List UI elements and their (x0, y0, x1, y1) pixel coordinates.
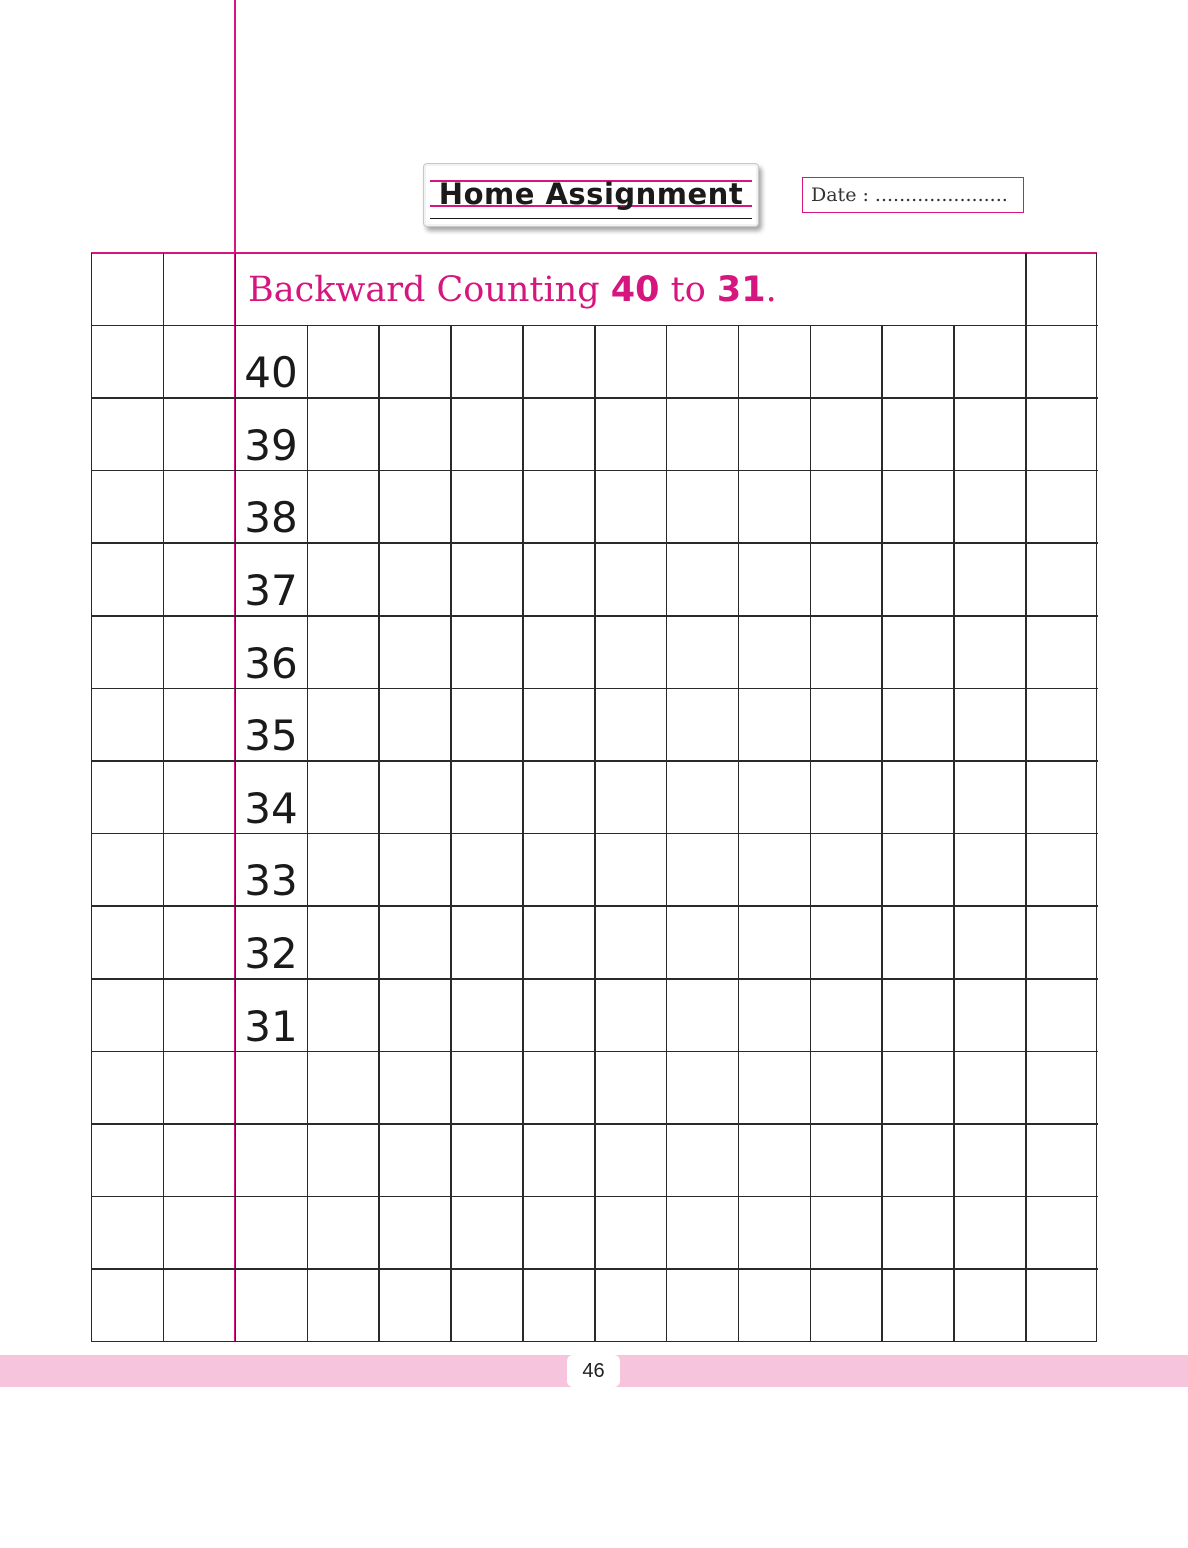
counting-number: 36 (244, 638, 298, 688)
counting-number: 37 (244, 566, 298, 615)
heading-text: Backward Counting (248, 270, 600, 310)
counting-number: 31 (244, 1001, 298, 1051)
heading-from-number: 40 (610, 270, 660, 310)
heading-period: . (765, 270, 777, 310)
grid-row-line (92, 1268, 1098, 1270)
counting-number: 40 (244, 348, 298, 398)
grid-column-line (163, 253, 165, 1342)
grid-column-line (1025, 253, 1027, 1342)
page-title: Home Assignment (438, 177, 744, 211)
heading-to-number: 31 (716, 270, 766, 310)
counting-number: 32 (244, 929, 298, 978)
counting-number: 34 (244, 783, 298, 833)
counting-number: 35 (244, 711, 298, 761)
grid-column-line (235, 253, 237, 1342)
exercise-heading (248, 262, 777, 318)
date-field[interactable]: Date : ...................... (802, 177, 1024, 213)
counting-number: 33 (244, 856, 298, 906)
grid-row-line (92, 325, 1098, 327)
grid-row-line (92, 1196, 1098, 1198)
heading-to-word: to (670, 270, 706, 310)
grid-row-line (92, 1123, 1098, 1125)
title-badge (423, 163, 759, 227)
counting-number: 38 (244, 493, 298, 543)
title-underline (430, 218, 752, 219)
counting-number: 39 (244, 420, 298, 470)
page-number: 46 (567, 1355, 620, 1387)
